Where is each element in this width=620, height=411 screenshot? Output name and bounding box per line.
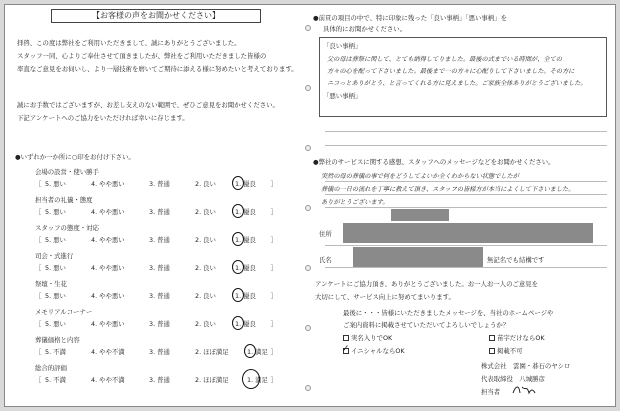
rule-line bbox=[325, 131, 607, 132]
selection-circle bbox=[232, 232, 244, 246]
thanks-line-2: 大切にして、サービス向上に努めてまいります。 bbox=[315, 293, 455, 301]
rating-scale: ［ 5. 悪い 4. やや悪い 3. 普通 2. 良い 1. 優良 ］ bbox=[35, 291, 277, 303]
survey-title: 【お客様の声をお聞かせください】 bbox=[51, 9, 261, 23]
rating-option[interactable]: 4. やや悪い bbox=[91, 264, 125, 272]
survey-sheet bbox=[4, 4, 616, 407]
rating-scale: ［ 5. 不満 4. やや不満 3. 普通 2. ほぼ満足 1. 満足 ］ bbox=[35, 347, 277, 359]
staff-label: 担当者 bbox=[481, 388, 501, 396]
intro-line-3: 率直なご意見をお伺いし、より一層技術を磨いてご期待に添える様に努めたいと考えております。 bbox=[17, 65, 298, 73]
anonymous-note: 無記名でも結構です bbox=[487, 256, 545, 264]
q2-heading: ●弊社のサービスに関する感想、スタッフへのメッセージなどをお聞かせください。 bbox=[313, 158, 555, 166]
left-page bbox=[11, 9, 305, 401]
rating-option[interactable]: 1. 満足 bbox=[247, 376, 268, 384]
intro-line-6: 下記アンケートへのご協力をいただければ幸いに存じます。 bbox=[17, 114, 189, 122]
rating-option[interactable]: 4. やや悪い bbox=[91, 208, 125, 216]
rating-option[interactable]: 5. 悪い bbox=[45, 320, 66, 328]
rating-option[interactable]: 1. 優良 bbox=[235, 208, 256, 216]
rating-option[interactable]: 1. 優良 bbox=[235, 320, 256, 328]
rating-scale: ［ 5. 悪い 4. やや悪い 3. 普通 2. 良い 1. 優良 ］ bbox=[35, 207, 277, 219]
rating-scale: ［ 5. 悪い 4. やや悪い 3. 普通 2. 良い 1. 優良 ］ bbox=[35, 179, 277, 191]
good-text-line-1: 父の母は葬祭に関して、とても納得してりました。最後の式までいる時間が、全ての bbox=[327, 56, 562, 63]
checkbox-icon bbox=[489, 348, 495, 354]
permission-line-1: 最後に・・・皆様にいただきましたメッセージを、当社のホームページや bbox=[343, 309, 554, 317]
choice-real-name[interactable] bbox=[343, 333, 392, 342]
redacted-postal bbox=[391, 209, 449, 221]
choice-no-publish[interactable] bbox=[489, 346, 523, 355]
choice-label: イニシャルならOK bbox=[351, 347, 405, 355]
selection-circle bbox=[232, 316, 244, 330]
rating-option[interactable]: 1. 優良 bbox=[235, 236, 256, 244]
rating-option[interactable]: 4. やや悪い bbox=[91, 180, 125, 188]
intro-line-1: 拝啓、この度は弊社をご利用いただきまして、誠にありがとうございました。 bbox=[17, 39, 241, 47]
rating-scale: ［ 5. 悪い 4. やや悪い 3. 普通 2. 良い 1. 優良 ］ bbox=[35, 263, 277, 275]
choice-label: 掲載不可 bbox=[497, 347, 523, 355]
question-label: メモリアルコーナー bbox=[35, 308, 93, 316]
rating-option[interactable]: 1. 優良 bbox=[235, 180, 256, 188]
rating-option[interactable]: 5. 悪い bbox=[45, 180, 66, 188]
selection-circle bbox=[232, 288, 244, 302]
rating-option[interactable]: 5. 不満 bbox=[45, 348, 66, 356]
rating-option[interactable]: 5. 悪い bbox=[45, 264, 66, 272]
message-line-1: 突然の母の葬儀の事で何をどうしてよいか全くわからない状態でしたが bbox=[321, 173, 519, 180]
rating-option[interactable]: 1. 優良 bbox=[235, 292, 256, 300]
rating-option[interactable]: 1. 優良 bbox=[235, 264, 256, 272]
choice-label: 実名入りでOK bbox=[351, 334, 393, 342]
rating-option[interactable]: 1. 満足 bbox=[247, 348, 268, 356]
checkbox-checked-icon: ✓ bbox=[342, 344, 350, 354]
q1-heading-2: 具体的にお聞かせください。 bbox=[323, 25, 407, 33]
question-label: 会場の設営・使い勝手 bbox=[35, 168, 99, 176]
rating-option[interactable]: 3. 普通 bbox=[149, 208, 170, 216]
message-line-3: ありがとうございます。 bbox=[321, 199, 389, 206]
rating-option[interactable]: 3. 普通 bbox=[149, 348, 170, 356]
rule-line bbox=[325, 194, 607, 195]
question-label: 祭壇・生花 bbox=[35, 280, 67, 288]
rule-line bbox=[325, 245, 607, 246]
rating-option[interactable]: 4. やや不満 bbox=[91, 348, 125, 356]
rating-option[interactable]: 4. やや不満 bbox=[91, 376, 125, 384]
good-text-line-2: 方々の心を配って下さいました。最後まで一の方々に心配りして下さいました。その方に bbox=[327, 68, 575, 75]
rating-option[interactable]: 2. ほぼ満足 bbox=[195, 376, 229, 384]
intro-line-5: 誠にお手数ではございますが、お差し支えのない範囲で、ぜひご意見をお聞かせください。 bbox=[17, 101, 279, 109]
representative: 代表取締役 八城勝彦 bbox=[481, 375, 545, 383]
rating-option[interactable]: 3. 普通 bbox=[149, 180, 170, 188]
choice-surname-only[interactable] bbox=[489, 333, 545, 342]
question-label: 担当者の礼儀・態度 bbox=[35, 196, 93, 204]
rating-option[interactable]: 3. 普通 bbox=[149, 292, 170, 300]
comment-box-good-bad bbox=[319, 37, 607, 117]
rating-option[interactable]: 2. 良い bbox=[195, 264, 216, 272]
rating-option[interactable]: 5. 悪い bbox=[45, 236, 66, 244]
rule-line bbox=[325, 267, 607, 268]
rating-option[interactable]: 5. 悪い bbox=[45, 292, 66, 300]
permission-line-2: ご案内資料に掲載させていただいてよろしいでしょうか？ bbox=[343, 321, 510, 329]
rating-option[interactable]: 4. やや悪い bbox=[91, 292, 125, 300]
choice-initials[interactable] bbox=[343, 346, 405, 355]
rating-option[interactable]: 4. やや悪い bbox=[91, 236, 125, 244]
rating-option[interactable]: 3. 普通 bbox=[149, 376, 170, 384]
rating-option[interactable]: 5. 悪い bbox=[45, 208, 66, 216]
q1-heading: ●前頁の項目の中で、特に印象に残った「良い事柄」「悪い事柄」を bbox=[313, 14, 507, 22]
intro-line-2: スタッフ一同、心よりご奉仕させて頂きましたが、弊社をご利用いただきました皆様の bbox=[17, 52, 267, 60]
rating-option[interactable]: 4. やや悪い bbox=[91, 320, 125, 328]
question-label: 司会・式進行 bbox=[35, 252, 74, 260]
address-label: 住所 bbox=[319, 230, 332, 238]
redacted-address bbox=[343, 223, 593, 243]
selection-circle bbox=[242, 369, 260, 389]
rating-option[interactable]: 2. 良い bbox=[195, 208, 216, 216]
message-line-2: 葬儀の一日の流れを丁寧に教えて頂き、スタッフの皆様方が本当によくして下さいました。 bbox=[321, 186, 575, 193]
selection-circle bbox=[244, 344, 256, 358]
questions-heading: ●いずれか一か所に○印をお付け下さい。 bbox=[15, 153, 135, 161]
selection-circle bbox=[232, 260, 244, 274]
question-label: 葬儀価格と内容 bbox=[35, 336, 80, 344]
good-label: 「良い事柄」 bbox=[323, 42, 362, 50]
checkbox-icon bbox=[489, 335, 495, 341]
rating-option[interactable]: 2. 良い bbox=[195, 236, 216, 244]
rating-scale: ［ 5. 悪い 4. やや悪い 3. 普通 2. 良い 1. 優良 ］ bbox=[35, 235, 277, 247]
rating-option[interactable]: 2. 良い bbox=[195, 292, 216, 300]
rating-option[interactable]: 2. 良い bbox=[195, 320, 216, 328]
thanks-line-1: アンケートにご協力頂き、ありがとうございました。お一人お一人のご意見を bbox=[315, 280, 539, 288]
selection-circle bbox=[232, 176, 244, 190]
selection-circle bbox=[232, 204, 244, 218]
rating-scale: ［ 5. 悪い 4. やや悪い 3. 普通 2. 良い 1. 優良 ］ bbox=[35, 319, 277, 331]
name-label: 氏名 bbox=[319, 256, 332, 264]
staff-signature-icon bbox=[511, 381, 537, 397]
rating-option[interactable]: 5. 不満 bbox=[45, 376, 66, 384]
rating-option[interactable]: 2. 良い bbox=[195, 180, 216, 188]
right-page bbox=[311, 9, 611, 401]
rating-scale: ［ 5. 不満 4. やや不満 3. 普通 2. ほぼ満足 1. 満足 ］ bbox=[35, 375, 277, 387]
company-name: 株式会社 雲園・碁石のヤシロ bbox=[481, 362, 571, 370]
rating-option[interactable]: 3. 普通 bbox=[149, 264, 170, 272]
bad-label: 「悪い事柄」 bbox=[323, 92, 362, 100]
good-text-line-3: ニコっとありがとう、と言ってくれる方に見えました。ご家族全体ありがとうございました。 bbox=[327, 80, 587, 87]
rule-line bbox=[325, 207, 607, 208]
rule-line bbox=[325, 145, 607, 146]
redacted-name bbox=[353, 247, 483, 267]
question-label: スタッフの態度・対応 bbox=[35, 224, 99, 232]
rating-option[interactable]: 2. ほぼ満足 bbox=[195, 348, 229, 356]
rating-option[interactable]: 3. 普通 bbox=[149, 320, 170, 328]
choice-label: 苗字だけならOK bbox=[497, 334, 545, 342]
rating-option[interactable]: 3. 普通 bbox=[149, 236, 170, 244]
rule-line bbox=[325, 181, 607, 182]
checkbox-icon bbox=[343, 335, 349, 341]
question-label: 総合的評価 bbox=[35, 364, 67, 372]
